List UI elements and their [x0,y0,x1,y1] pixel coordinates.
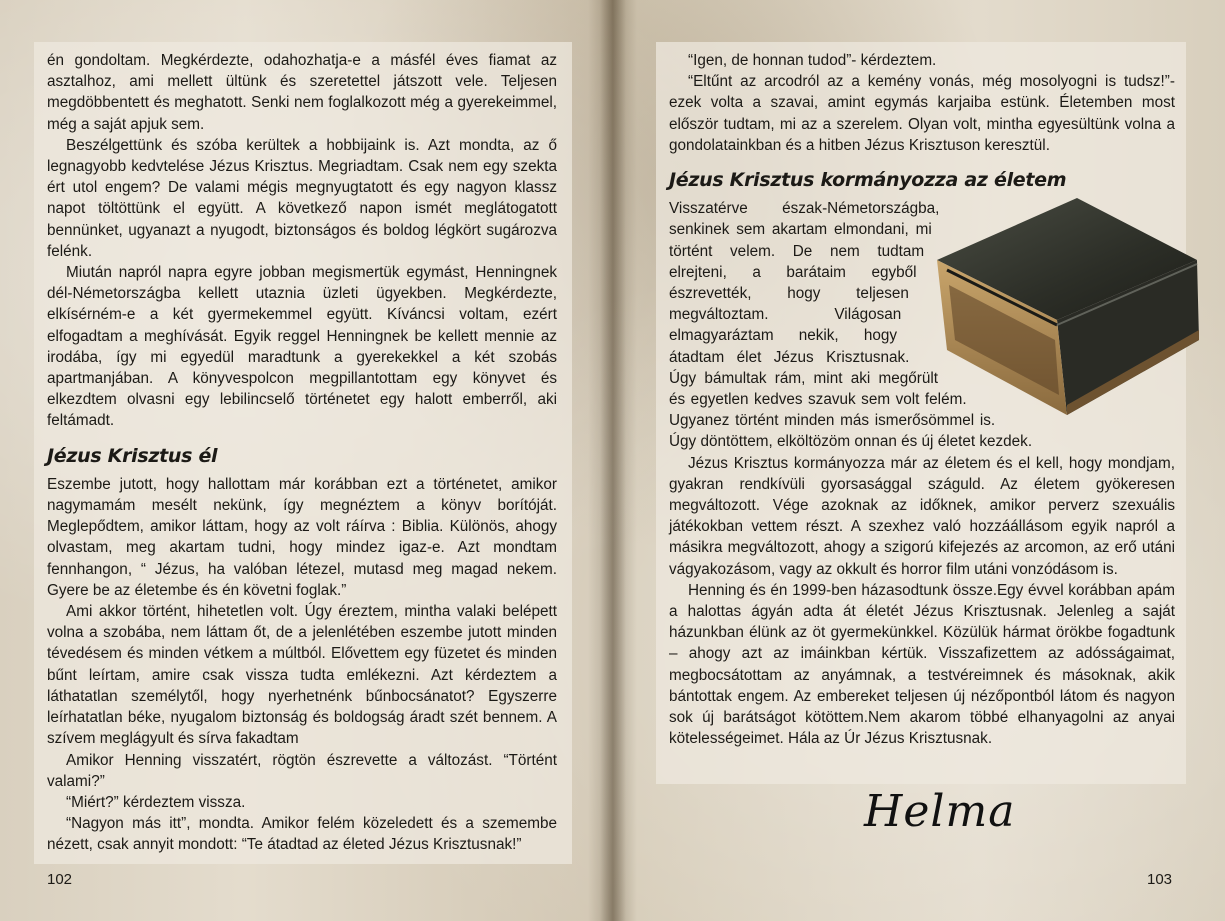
signature-helma: Helma [864,786,1016,837]
paragraph: Visszatérve észak-Németországba, senkinek sem akartam elmondani, mi történt velem. De nem tudtam elrejteni, a barátaim egyből észrevették, hogy teljesen megváltoztam. Világosan elmagyaráztam nekik, hogy átadtam élet Jézus Krisztusnak. Úgy bámultak rám, mint aki megőrült és egyetlen kedves szavuk sem volt felém. Ugyanez történt minden más ismerősömmel is. Úgy döntöttem, elköltözöm onnan és új életet kezdek. [669,200,1033,451]
left-page-text [47,50,557,856]
section-heading: Jézus Krisztus él [47,444,218,467]
paragraph: Henning és én 1999-ben házasodtunk össze.Egy évvel korábban apám a halottas ágyán adta át életét Jézus Krisztusnak. Jelenleg a saját házunkban élünk az öt gyermekünkkel. Közülük hármat örökbe fogadtunk – ahogy azt az imáinkban kértük. Visszafizettem az adósságaimat, megbocsátottam az anyámnak, a testvéreimnek és másoknak, akik bántottak engem. Az embereket teljesen új nézőpontból látom és nagyon sok új barátságot kötöttem.Nem akarom többé elhanyagolni az anyai kötelességeimet. Hála az Úr Jézus Krisztusnak. [669,581,1175,748]
paragraph: “Eltűnt az arcodról az a kemény vonás, még mosolyogni is tudsz!”- ezek volta a szavai, amint egymás karjaiba estünk. Életemben most először tudtam, mi az a szerelem. Olyan volt, mintha egyesültünk volna a gondolatainkban és a hitben Jézus Krisztuson keresztül. [669,73,1175,154]
old-bible-image [907,190,1207,430]
paragraph: Eszembe jutott, hogy hallottam már korábban ezt a történetet, amikor nagymamám mesélt nekünk, így megnéztem a könyv borítóját. Meglepődtem, amikor láttam, hogy az volt ráírva : Biblia. Különös, ahogy olvastam, meg akartam tudni, hogy mindez igaz-e. Azt mondtam fennhangon, “ Jézus, ha valóban létezel, mutasd meg magad nekem. Gyere be az életembe és én követni foglak.” [47,475,557,599]
paragraph: “Igen, de honnan tudod”- kérdeztem. [688,52,937,69]
page-number: 103 [1147,871,1173,888]
paragraph: “Miért?” kérdeztem vissza. [66,793,246,811]
section-heading: Jézus Krisztus kormányozza az életem [669,169,1067,192]
left-page [0,0,612,921]
right-page [613,0,1225,921]
paragraph: Amikor Henning visszatért, rögtön észrevette a változást. “Történt valami?” [47,751,557,790]
paragraph: Miután napról napra egyre jobban megismertük egymást, Henningnek dél-Németországba kellett utaznia üzleti ügyekben. Megkérdezte, elkísérném-e a két gyermekemmel együtt. Kíváncsi voltam, ezért elfogadtam a meghívását. Egyik reggel Henningnek be kellett mennie az irodába, így mi egyedül maradtunk a gyerekekkel a két szobás apartmanjában. A könyvespolcon megpillantottam egy könyvet és elkezdtem olvasni egy lebilincselő történetet egy halott emberről, aki feltámadt. [47,264,557,430]
paragraph: Jézus Krisztus kormányozza már az életem és el kell, hogy mondjam, gyakran rendkívüli gyorsasággal száguld. Az életem gyökeresen megváltozott. Vége azoknak az időknek, amikor perverz szexuális játékokban vettem részt. A szexhez való hozzáállásom egyik napról a másikra megváltozott, ahogy a szigorú kifejezés az arcomon, az erő utáni vágyakozásom, vagy az okkult és horror film utáni vonzódásom is. [669,454,1175,578]
paragraph: “Nagyon más itt”, mondta. Amikor felém közeledett és a szemembe nézett, csak annyit mondott: “Te átadtad az életed Jézus Krisztusnak!” [47,815,557,854]
paragraph: Beszélgettünk és szóba kerültek a hobbijaink is. Azt mondta, az ő legnagyobb kedvtelése Jézus Krisztus. Megriadtam. Csak nem egy szekta ért utol engem? De valami mégis megnyugtatott és egy nagyon klassz napot töltöttünk el együtt. A következő napon ismét meglátogatott bennünket, ugyanazt a nyugodt, biztonságos és boldog légkört sugározva felénk. [47,136,557,260]
right-page-text [669,50,1175,750]
bible-book-icon [907,190,1207,430]
page-number: 102 [47,871,73,888]
paragraph: én gondoltam. Megkérdezte, odahozhatja-e a másfél éves fiamat az asztalhoz, ami mellett ültünk és szeretettel játszott vele. Teljesen megdöbbentett és meghatott. Senki nem foglalkozott még a gyerekeimmel, még a saját apjuk sem. [47,52,557,133]
paragraph: Ami akkor történt, hihetetlen volt. Úgy éreztem, mintha valaki belépett volna a szobába, nem láttam őt, de a jelenlétében eszembe jutott minden tévedésem és minden vétkem a múltból. Elővettem egy füzetet és minden bűnt leírtam, amire csak vissza tudta emlékezni. Azt kérdeztem a láthatatlan személytől, hogy nyerhetnénk bűnbocsánatot? Egyszerre leírhatatlan béke, nyugalom biztonság és boldogság áradt szét bennem. A szívem meglágyult és sírva fakadtam [47,603,557,748]
